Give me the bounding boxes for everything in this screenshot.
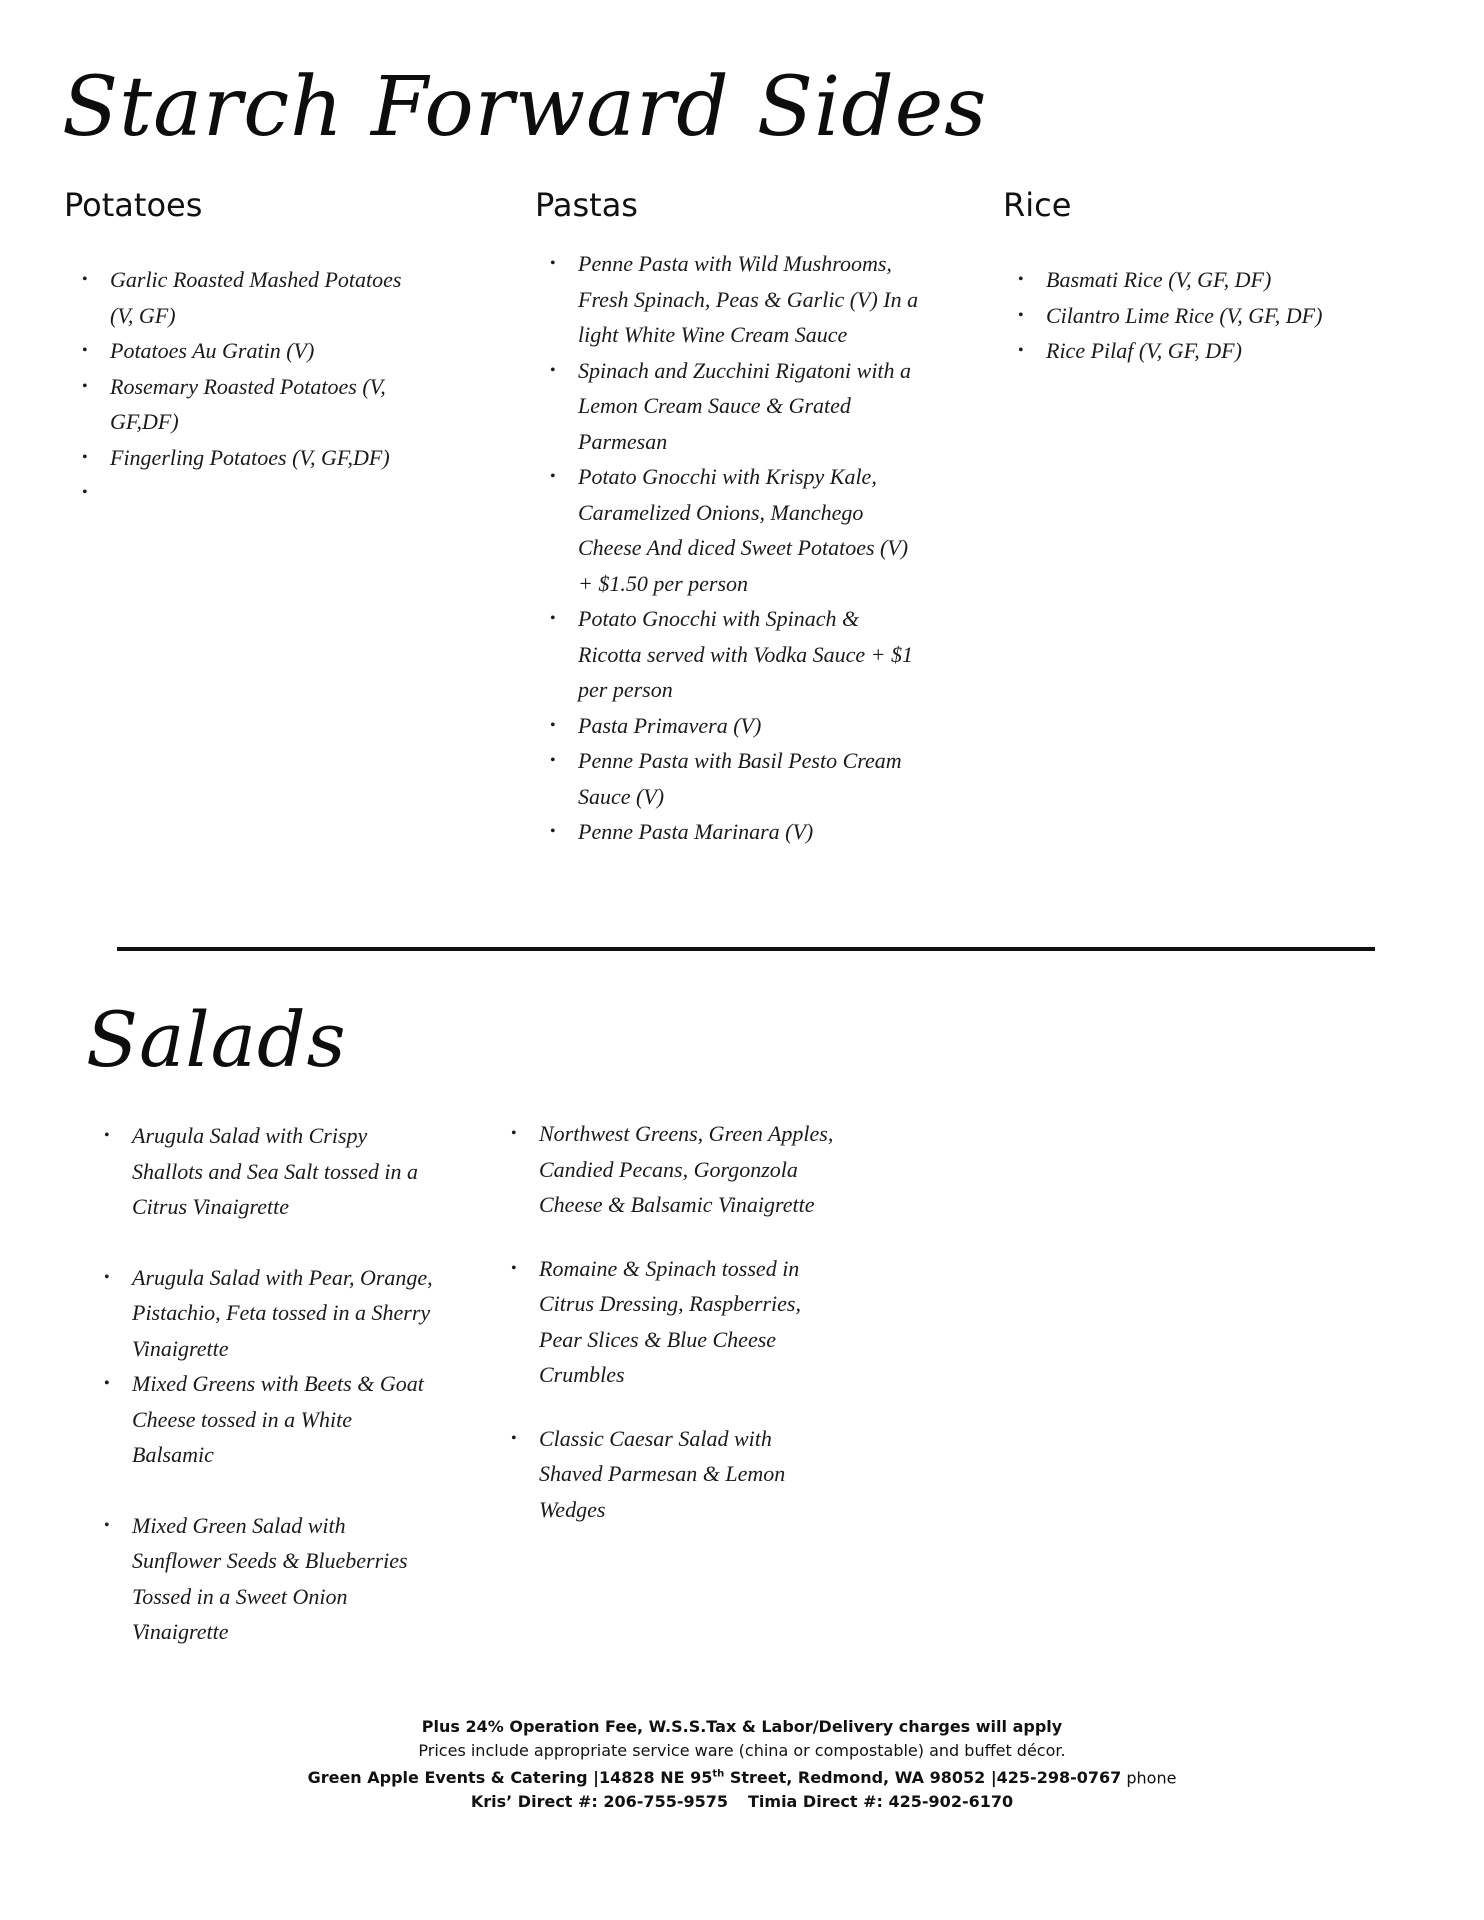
phone-word: phone [1121, 1768, 1177, 1788]
address-prefix: Green Apple Events & Catering |14828 NE 95 [307, 1768, 713, 1788]
list-item: • Potatoes Au Gratin (V) [66, 333, 406, 369]
list-item: • Penne Pasta Marinara (V) [534, 814, 924, 850]
list-item: • Potato Gnocchi with Krispy Kale, Caramelized Onions, Manchego Cheese And diced Sweet Potatoes (V) + $1.50 per person [534, 459, 924, 601]
list-item: • Romaine & Spinach tossed in Citrus Dressing, Raspberries, Pear Slices & Blue Cheese Crumbles [495, 1251, 835, 1393]
address-line [0, 1763, 1484, 1790]
list-item: • Rosemary Roasted Potatoes (V, GF,DF) [66, 369, 406, 440]
list-item: • Penne Pasta with Wild Mushrooms, Fresh Spinach, Peas & Garlic (V) In a light White Wine Cream Sauce [534, 246, 924, 353]
list-item: • Basmati Rice (V, GF, DF) [1002, 262, 1347, 298]
list-item: • Rice Pilaf (V, GF, DF) [1002, 333, 1347, 369]
salads-title: Salads [86, 995, 347, 1084]
list-item: • Cilantro Lime Rice (V, GF, DF) [1002, 298, 1347, 334]
potatoes-heading: Potatoes [64, 186, 203, 224]
list-item: • Mixed Green Salad with Sunflower Seeds & Blueberries Tossed in a Sweet Onion Vinaigrette [88, 1508, 438, 1650]
kris-direct: Kris’ Direct #: 206-755-9575 [470, 1792, 728, 1812]
salads-right-list [495, 1116, 835, 1527]
section-divider [117, 947, 1375, 951]
footer [0, 1715, 1484, 1814]
list-item: • Penne Pasta with Basil Pesto Cream Sauce (V) [534, 743, 924, 814]
list-item: • Pasta Primavera (V) [534, 708, 924, 744]
list-item: • Fingerling Potatoes (V, GF,DF) [66, 440, 406, 476]
list-item: • Potato Gnocchi with Spinach & Ricotta served with Vodka Sauce + $1 per person [534, 601, 924, 708]
list-item: • Arugula Salad with Crispy Shallots and Sea Salt tossed in a Citrus Vinaigrette [88, 1118, 438, 1225]
salads-left-list [88, 1118, 438, 1650]
starch-sides-title: Starch Forward Sides [62, 60, 988, 155]
prices-line: Prices include appropriate service ware (china or compostable) and buffet décor. [418, 1741, 1066, 1760]
rice-heading: Rice [1003, 186, 1072, 224]
potatoes-list [66, 262, 406, 475]
list-item: • Garlic Roasted Mashed Potatoes (V, GF) [66, 262, 406, 333]
list-item: • Classic Caesar Salad with Shaved Parmesan & Lemon Wedges [495, 1421, 835, 1528]
timia-direct: Timia Direct #: 425-902-6170 [748, 1792, 1014, 1812]
pastas-list [534, 246, 924, 850]
fee-line: Plus 24% Operation Fee, W.S.S.Tax & Labor/Delivery charges will apply [421, 1717, 1063, 1736]
rice-list [1002, 262, 1347, 369]
list-item: • Northwest Greens, Green Apples, Candied Pecans, Gorgonzola Cheese & Balsamic Vinaigrette [495, 1116, 835, 1223]
address-suffix: Street, Redmond, WA 98052 |425-298-0767 [724, 1768, 1122, 1788]
list-item: • Spinach and Zucchini Rigatoni with a Lemon Cream Sauce & Grated Parmesan [534, 353, 924, 460]
pastas-heading: Pastas [535, 186, 638, 224]
address-sup: th [712, 1769, 725, 1780]
list-item: • Arugula Salad with Pear, Orange, Pistachio, Feta tossed in a Sherry Vinaigrette [88, 1260, 438, 1367]
list-item: • Mixed Greens with Beets & Goat Cheese tossed in a White Balsamic [88, 1366, 438, 1473]
